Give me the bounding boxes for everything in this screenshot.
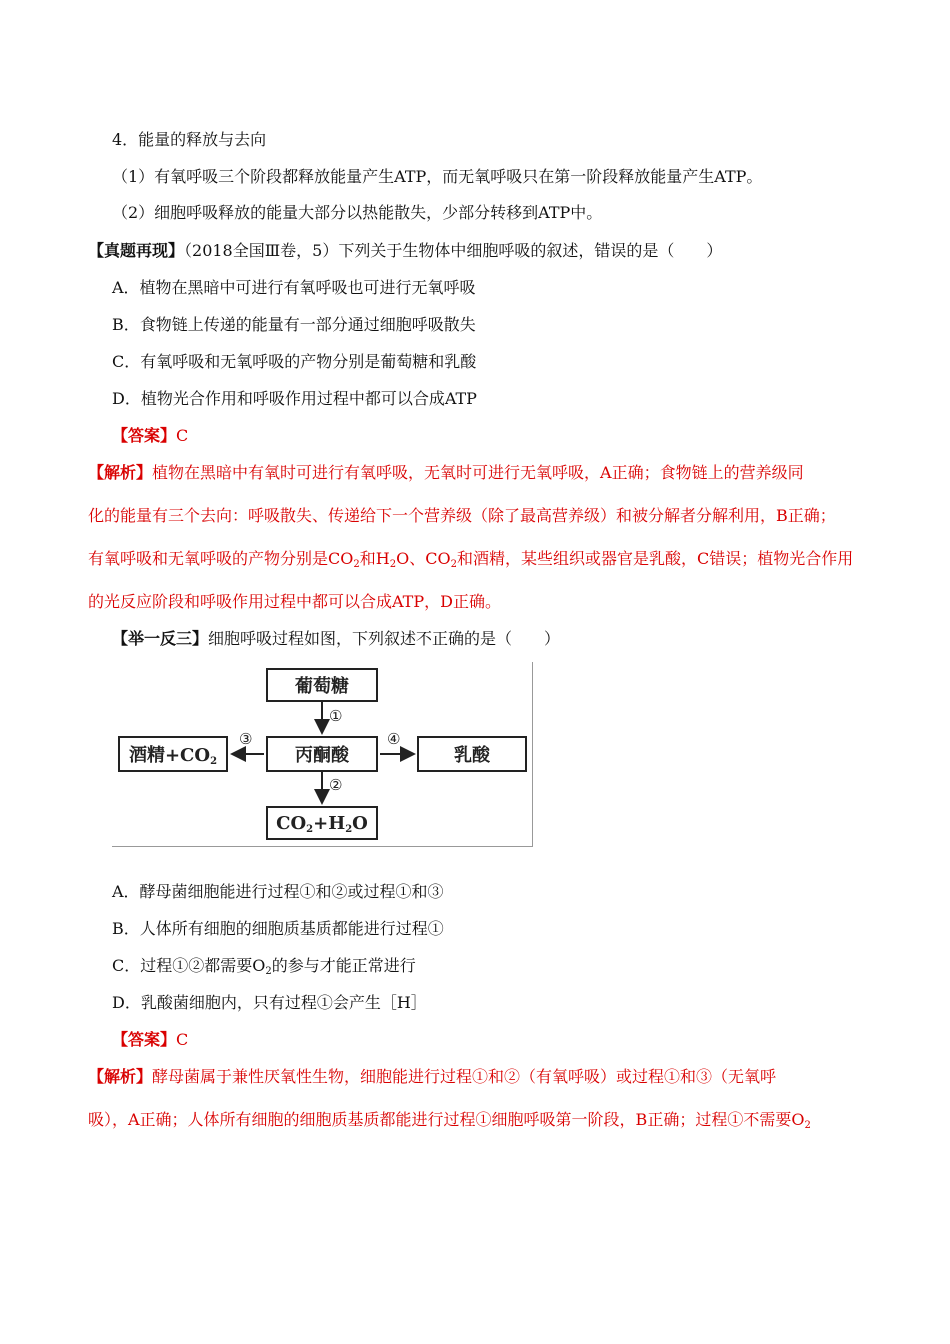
analysis-line-1: [88, 462, 804, 484]
analysis-line-3: [88, 548, 853, 570]
glucose-box: [266, 668, 378, 702]
analysis-text: O、CO: [396, 549, 451, 568]
point-1: （1）有氧呼吸三个阶段都释放能量产生ATP，而无氧呼吸只在第一阶段释放能量产生ATP。: [112, 167, 763, 186]
option-c: C．有氧呼吸和无氧呼吸的产物分别是葡萄糖和乳酸: [112, 352, 477, 371]
analysis-text: 吸），A正确；人体所有细胞的细胞质基质都能进行过程①细胞呼吸第一阶段，B正确；过程①不需要O: [88, 1110, 805, 1129]
option-c: [112, 955, 416, 977]
analysis-label: 【解析】: [88, 1067, 153, 1086]
option-text: C．过程①②都需要O: [112, 956, 266, 975]
question-text: （2018全国Ⅲ卷，5）下列关于生物体中细胞呼吸的叙述，错误的是（ ）: [184, 241, 723, 260]
question-2-stem: [112, 628, 560, 650]
label-text: O: [352, 812, 368, 834]
co2-h2o-box: [266, 806, 378, 840]
subscript: 2: [210, 756, 218, 767]
analysis-line-1: [88, 1066, 776, 1088]
analysis-label: 【解析】: [88, 463, 153, 482]
analysis-text: 酵母菌属于兼性厌氧性生物，细胞能进行过程①和②（有氧呼吸）或过程①和③（无氧呼: [152, 1067, 777, 1086]
option-d: D．乳酸菌细胞内，只有过程①会产生［H］: [112, 993, 427, 1012]
alcohol-co2-box: [118, 736, 228, 772]
answer-label: 【答案】: [112, 426, 177, 445]
process-1-label: ①: [329, 707, 343, 725]
respiration-diagram: [112, 662, 533, 847]
option-a: A．植物在黑暗中可进行有氧呼吸也可进行无氧呼吸: [112, 278, 476, 297]
answer-value: C: [176, 1030, 189, 1049]
analysis-text: 和H: [359, 549, 390, 568]
answer-label: 【答案】: [112, 1030, 177, 1049]
lactic-acid-box: [417, 736, 527, 772]
process-4-label: ④: [387, 730, 401, 748]
analysis-line-4: 的光反应阶段和呼吸作用过程中都可以合成ATP，D正确。: [88, 592, 501, 611]
label-text: +H: [313, 812, 346, 834]
co2-h2o-label: [276, 813, 368, 834]
lactic-acid-label: 乳酸: [454, 745, 490, 766]
analysis-line-2: [88, 1109, 811, 1131]
question-1-stem: [88, 240, 722, 262]
glucose-label: 葡萄糖: [295, 676, 349, 697]
point-2: （2）细胞呼吸释放的能量大部分以热能散失，少部分转移到ATP中。: [112, 203, 603, 222]
analysis-text: 和酒精，某些组织或器官是乳酸，C错误；植物光合作用: [456, 549, 854, 568]
subscript: 2: [804, 1120, 811, 1131]
analysis-text: 有氧呼吸和无氧呼吸的产物分别是CO: [88, 549, 354, 568]
subscript: 2: [345, 823, 353, 835]
option-b: B．食物链上传递的能量有一部分通过细胞呼吸散失: [112, 315, 476, 334]
subscript: 2: [353, 559, 360, 570]
option-d: D．植物光合作用和呼吸作用过程中都可以合成ATP: [112, 389, 477, 408]
process-2-label: ②: [329, 776, 343, 794]
option-text: 的参与才能正常进行: [271, 956, 416, 975]
question-text: 细胞呼吸过程如图，下列叙述不正确的是（ ）: [208, 629, 561, 648]
option-b: B．人体所有细胞的细胞质基质都能进行过程①: [112, 919, 444, 938]
answer-value: C: [176, 426, 189, 445]
section-heading: 4．能量的释放与去向: [112, 130, 267, 149]
subscript: 2: [450, 559, 457, 570]
label-text: CO: [276, 812, 307, 834]
analysis-line-2: 化的能量有三个去向：呼吸散失、传递给下一个营养级（除了最高营养级）和被分解者分解利用，B正确；: [88, 506, 836, 525]
pyruvate-box: [266, 736, 378, 772]
answer-line: [112, 425, 188, 447]
process-3-label: ③: [239, 730, 253, 748]
label-text: 酒精+CO: [128, 745, 211, 766]
alcohol-co2-label: [129, 741, 217, 767]
answer-line: [112, 1029, 188, 1051]
option-a: A．酵母菌细胞能进行过程①和②或过程①和③: [112, 882, 444, 901]
subscript: 2: [389, 559, 397, 570]
question-tag: 【举一反三】: [112, 629, 209, 648]
question-tag: 【真题再现】: [88, 241, 185, 260]
analysis-text: 植物在黑暗中有氧时可进行有氧呼吸，无氧时可进行无氧呼吸，A正确；食物链上的营养级同: [152, 463, 804, 482]
subscript: 2: [265, 966, 272, 977]
subscript: 2: [306, 823, 314, 835]
pyruvate-label: 丙酮酸: [295, 745, 349, 766]
